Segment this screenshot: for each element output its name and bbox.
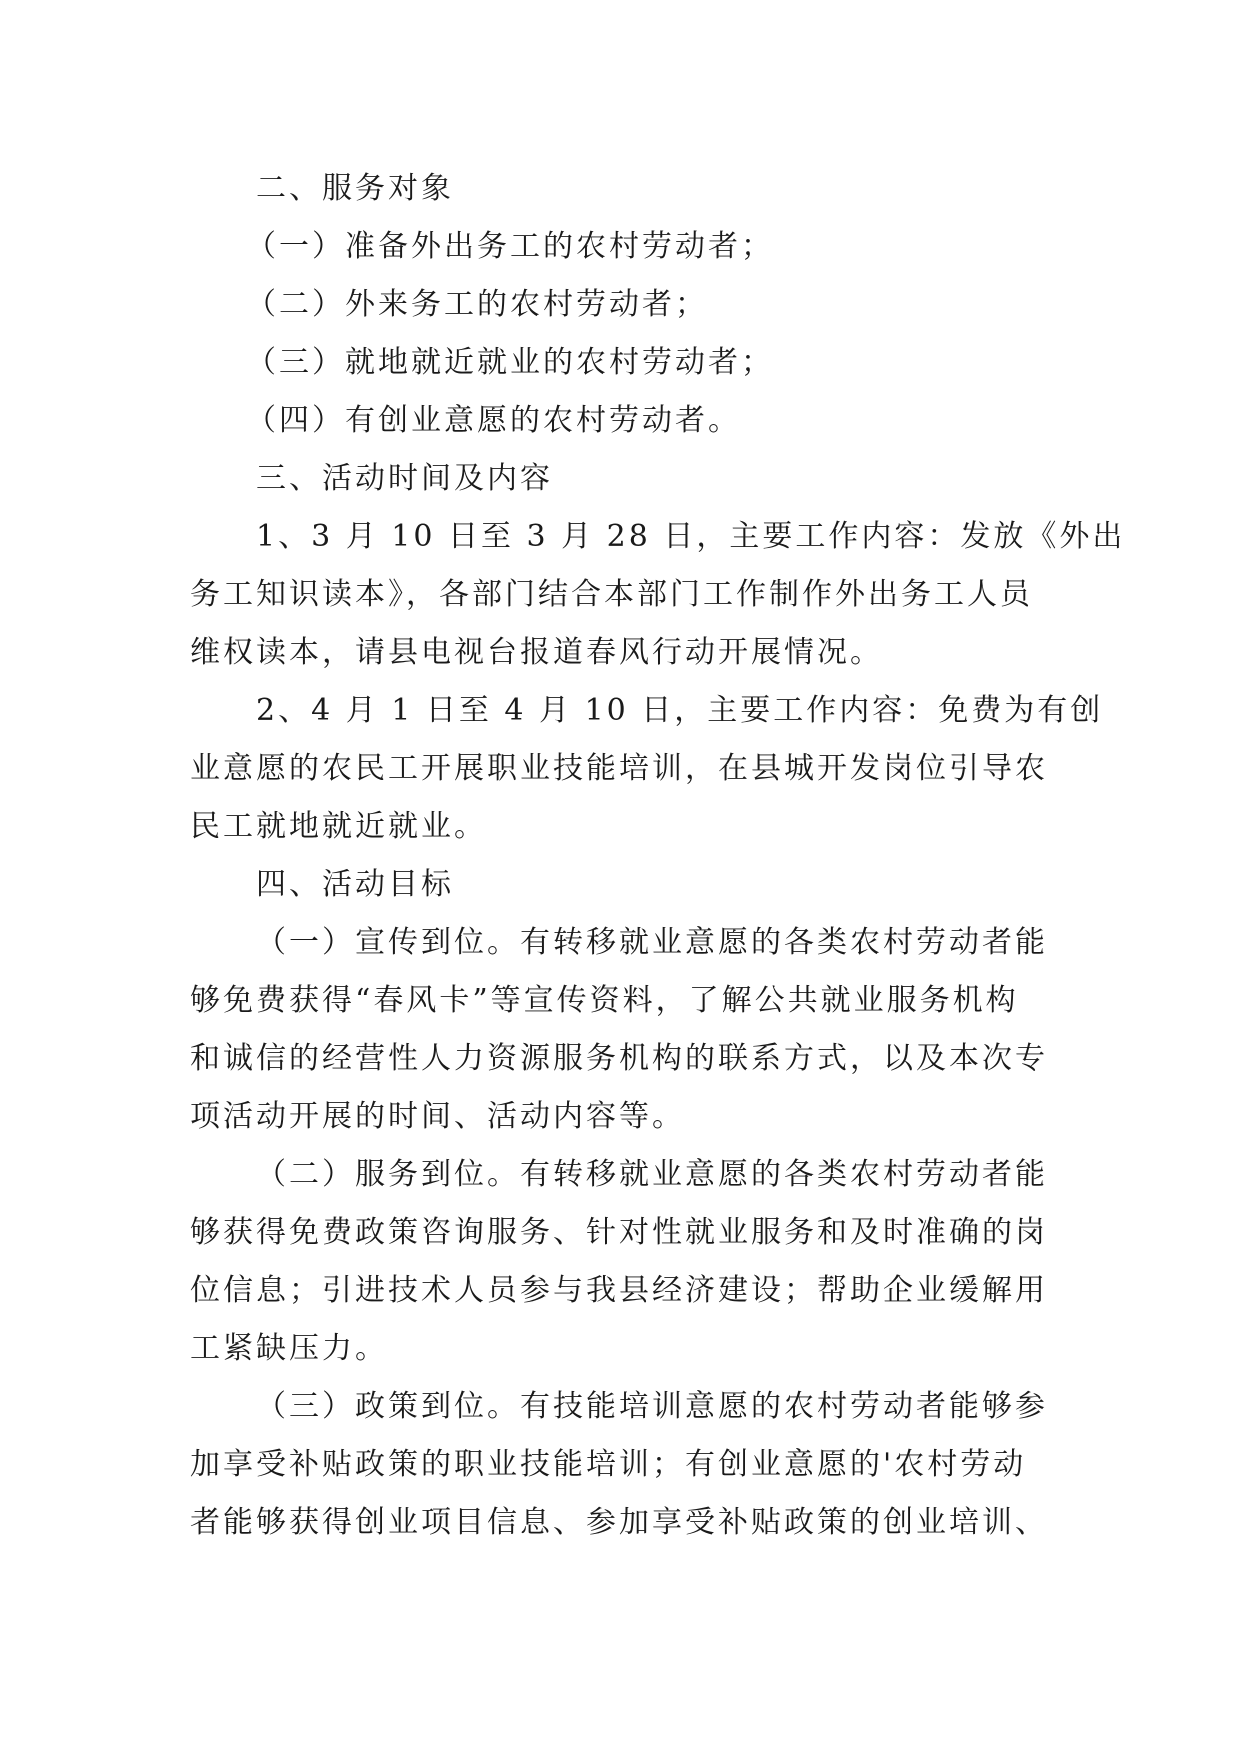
list-item: （二）外来务工的农村劳动者； bbox=[246, 287, 708, 322]
paragraph-line: 务工知识读本》，各部门结合本部门工作制作外出务工人员 bbox=[190, 577, 1033, 612]
paragraph-line: （三）政策到位。有技能培训意愿的农村劳动者能够参 bbox=[256, 1389, 1048, 1424]
paragraph-line: 加享受补贴政策的职业技能培训；有创业意愿的'农村劳动 bbox=[190, 1447, 1027, 1482]
section-heading-schedule: 三、活动时间及内容 bbox=[256, 461, 553, 496]
document-body bbox=[190, 160, 1126, 1552]
paragraph-line: 2、4 月 1 日至 4 月 10 日，主要工作内容：免费为有创 bbox=[256, 693, 1104, 728]
paragraph-line: （一）宣传到位。有转移就业意愿的各类农村劳动者能 bbox=[256, 925, 1048, 960]
paragraph-line: 业意愿的农民工开展职业技能培训，在县城开发岗位引导农 bbox=[190, 751, 1048, 786]
paragraph-line: 1、3 月 10 日至 3 月 28 日，主要工作内容：发放《外出 bbox=[256, 519, 1126, 554]
paragraph-line: 者能够获得创业项目信息、参加享受补贴政策的创业培训、 bbox=[190, 1505, 1048, 1540]
section-heading-goals: 四、活动目标 bbox=[256, 867, 454, 902]
paragraph-line: 民工就地就近就业。 bbox=[190, 809, 487, 844]
paragraph-line: （二）服务到位。有转移就业意愿的各类农村劳动者能 bbox=[256, 1157, 1048, 1192]
paragraph-line: 项活动开展的时间、活动内容等。 bbox=[190, 1099, 685, 1134]
list-item: （四）有创业意愿的农村劳动者。 bbox=[246, 403, 741, 438]
paragraph-line: 位信息；引进技术人员参与我县经济建设；帮助企业缓解用 bbox=[190, 1273, 1048, 1308]
list-item: （一）准备外出务工的农村劳动者； bbox=[246, 229, 774, 264]
paragraph-line: 工紧缺压力。 bbox=[190, 1331, 388, 1366]
paragraph-line: 维权读本，请县电视台报道春风行动开展情况。 bbox=[190, 635, 883, 670]
paragraph-line: 够免费获得“春风卡”等宣传资料，了解公共就业服务机构 bbox=[190, 983, 1019, 1018]
list-item: （三）就地就近就业的农村劳动者； bbox=[246, 345, 774, 380]
paragraph-line: 够获得免费政策咨询服务、针对性就业服务和及时准确的岗 bbox=[190, 1215, 1048, 1250]
section-heading-service-targets: 二、服务对象 bbox=[256, 171, 454, 206]
paragraph-line: 和诚信的经营性人力资源服务机构的联系方式，以及本次专 bbox=[190, 1041, 1048, 1076]
